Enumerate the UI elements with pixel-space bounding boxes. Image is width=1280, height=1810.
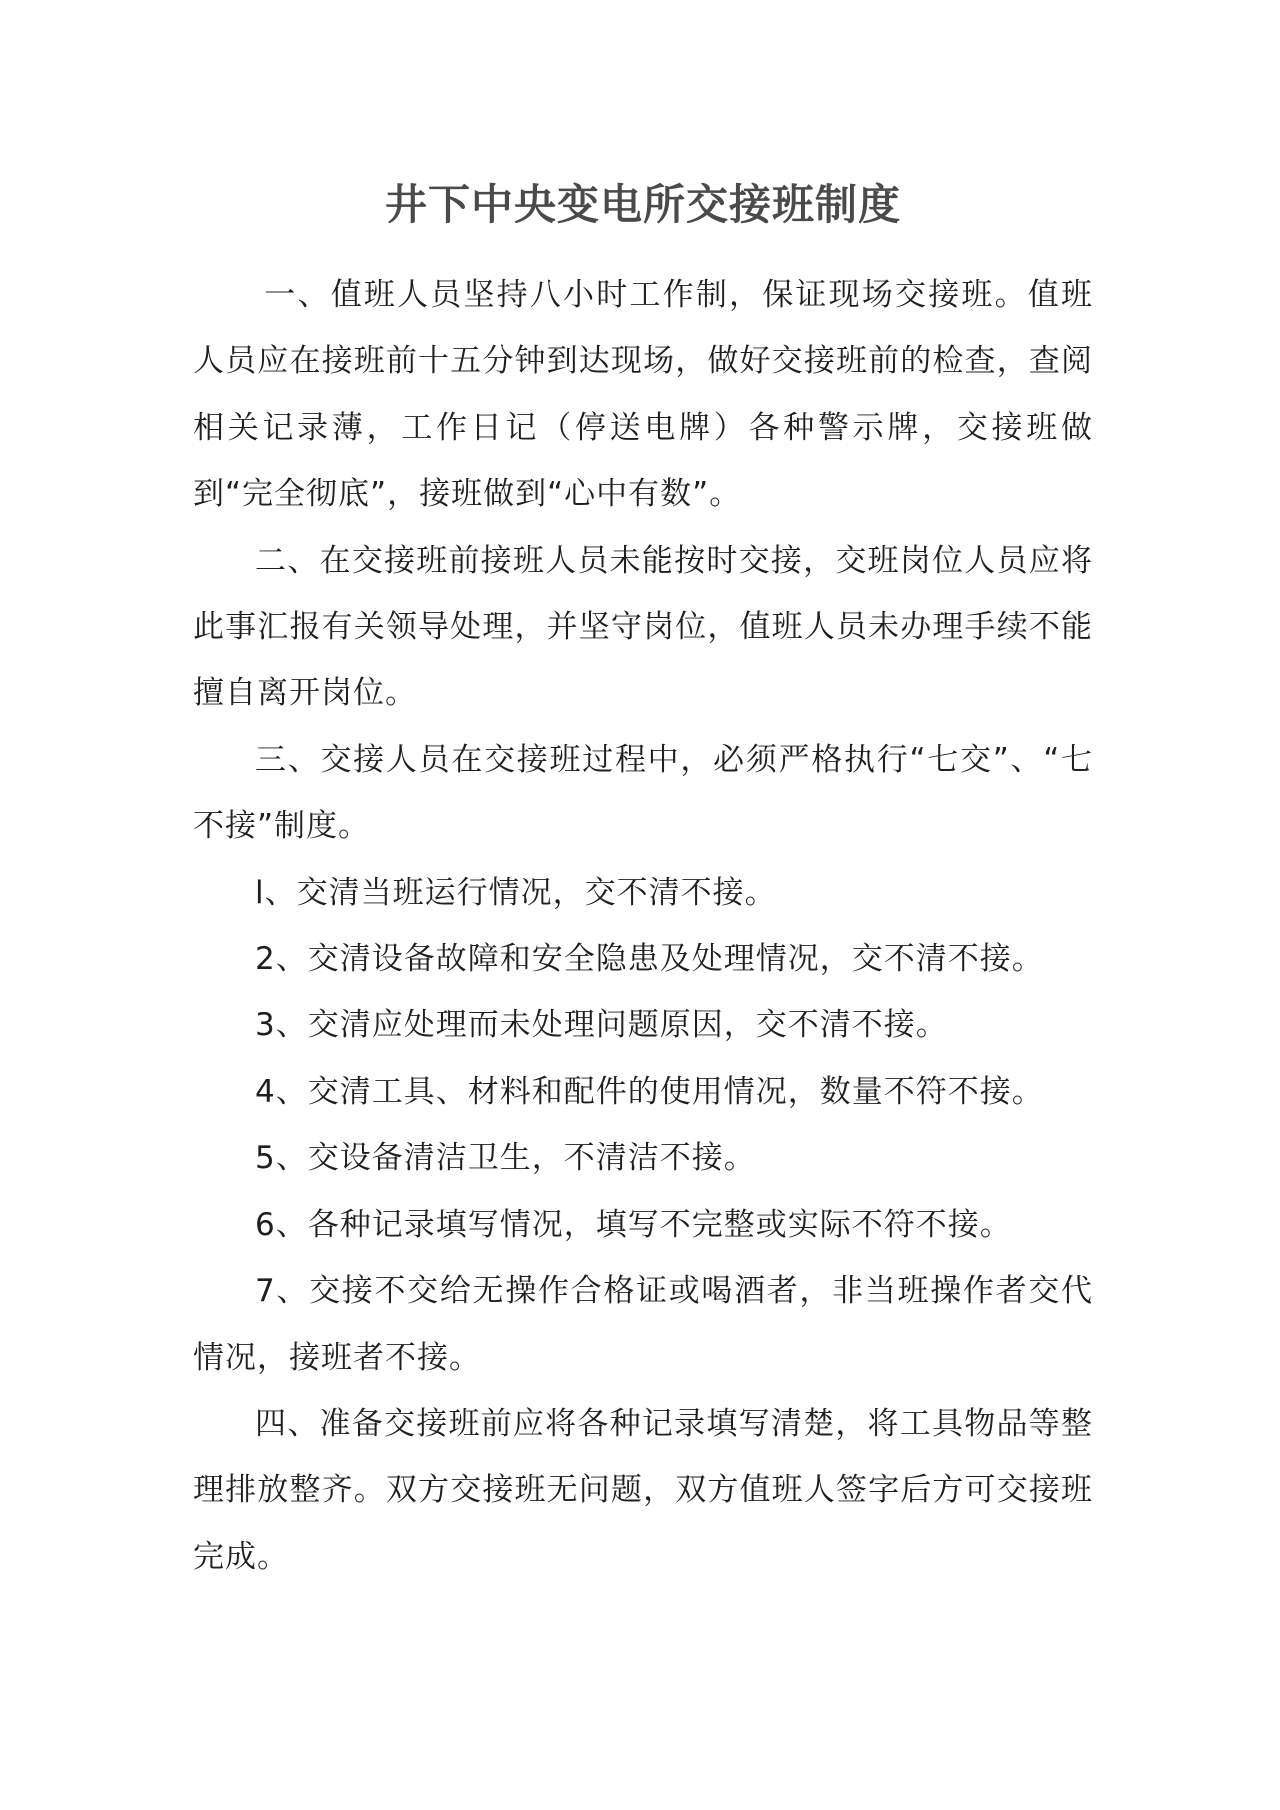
rule-item-4: 4、交清工具、材料和配件的使用情况，数量不符不接。	[255, 1073, 1044, 1110]
rule-item-3: 3、交清应处理而未处理问题原因，交不清不接。	[255, 1007, 948, 1044]
rule-item-6: 6、各种记录填写情况，填写不完整或实际不符不接。	[255, 1206, 1012, 1243]
document-page	[193, 0, 1093, 1810]
rule-item-1: l、交清当班运行情况，交不清不接。	[255, 874, 777, 911]
paragraph-duty-hours: 一、值班人员坚持八小时工作制，保证现场交接班。值班人员应在接班前十五分钟到达现场，做好交接班前的检查，查阅相关记录薄，工作日记（停送电牌）各种警示牌，交接班做到“完全彻底”，接班做到“心中有数”。	[193, 277, 1093, 513]
rule-item-5: 5、交设备清洁卫生，不清洁不接。	[255, 1140, 756, 1177]
document-title: 井下中央变电所交接班制度	[384, 180, 901, 229]
rule-item-7: 7、交接不交给无操作合格证或喝酒者，非当班操作者交代情况，接班者不接。	[193, 1273, 1093, 1376]
paragraph-seven-rules: 三、交接人员在交接班过程中，必须严格执行“七交”、“七不接”制度。	[193, 741, 1093, 845]
paragraph-late-handover: 二、在交接班前接班人员未能按时交接，交班岗位人员应将此事汇报有关领导处理，并坚守岗位，值班人员未办理手续不能擅自离开岗位。	[193, 542, 1093, 712]
document-body	[193, 262, 1093, 1590]
paragraph-records-signoff: 四、准备交接班前应将各种记录填写清楚，将工具物品等整理排放整齐。双方交接班无问题，双方值班人签字后方可交接班完成。	[193, 1405, 1093, 1575]
rule-item-2: 2、交清设备故障和安全隐患及处理情况，交不清不接。	[255, 941, 1044, 978]
